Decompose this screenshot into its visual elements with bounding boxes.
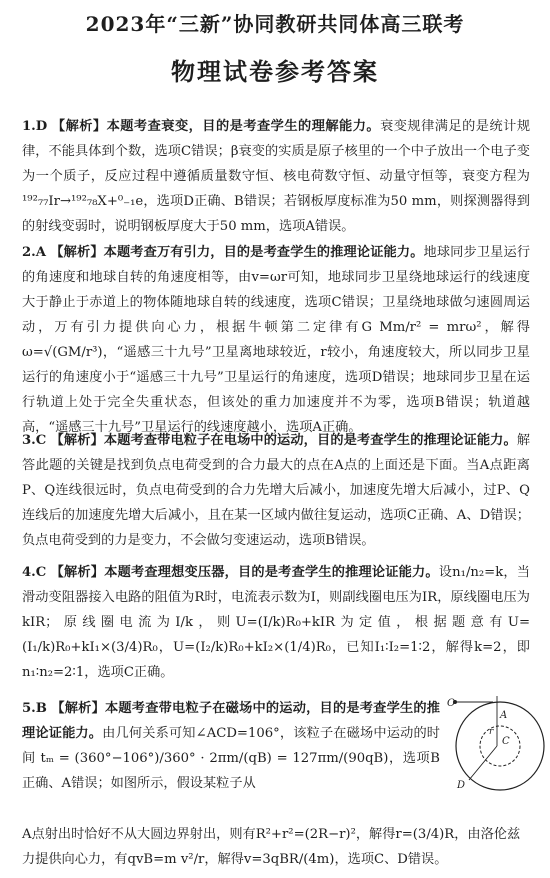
answer-4-tag: 【解析】本题考查理想变压器，目的是考查学生的推理论证能力。 — [50, 565, 439, 580]
label-a: A — [500, 710, 508, 721]
exam-title: 2023年“三新”协同教研共同体高三联考 — [85, 12, 465, 36]
answer-1-number: 1.D — [22, 119, 48, 134]
answer-3-tag: 【解析】本题考查带电粒子在电场中的运动，目的是考查学生的推理论证能力。 — [50, 433, 517, 448]
answer-4 — [22, 560, 530, 685]
answer-1 — [22, 114, 530, 239]
answer-5-tag: 【解析】本题考查带电粒子在磁场中的运动，目的是考查学生的推理论证能力。 — [22, 701, 440, 741]
label-r: r — [489, 727, 494, 737]
label-d: D — [457, 780, 466, 791]
answer-5-number: 5.B — [22, 701, 47, 716]
answer-5 — [22, 696, 440, 796]
label-o: O — [447, 698, 456, 709]
answer-3-number: 3.C — [22, 433, 47, 448]
answer-3-text: 解答此题的关键是找到负点电荷受到的合力最大的点在A点的上面还是下面。当A点距离P、Q连线很远时，负点电荷受到的合力先增大后减小，加速度先增大后减小，过P、Q连线后的加速度先增大后减小，且在某一区域内做往复运动，选项C正确、A、D错误；负点电荷受到的力是变力，不会做匀变速运动，选项B错误。 — [22, 433, 530, 548]
answer-1-text: 衰变规律满足的是统计规律，不能具体到个数，选项C错误；β衰变的实质是原子核里的一个中子放出一个电子变为一个质子，反应过程中遵循质量数守恒、核电荷数守恒、动量守恒等，衰变方程为¹⁹²₇₇Ir→¹⁹²₇₈X+⁰₋₁e，选项D正确、B错误；若钢板厚度标准为50 mm，则探测器得到的射线变弱时，说明钢板厚度大于50 mm，选项A错误。 — [22, 119, 531, 234]
answer-4-text: 设n₁/n₂=k，当滑动变阻器接入电路的阻值为R时，电流表示数为I，则副线圈电压为IR，原线圈电压为kIR；原线圈电流为I/k，则U=(I/k)R₀+kIR为定值，根据题意有U=(I₁/k)R₀+kI₁×(3/4)R₀，U=(I₂/k)R₀+kI₂×(1/4)R₀，已知I₁∶I₂=1∶2，解得k=2，即n₁∶n₂=2∶1，选项C正确。 — [22, 565, 530, 680]
answer-3 — [22, 428, 530, 553]
answer-5-continuation: A点射出时恰好不从大圆边界射出，则有R²+r²=(2R−r)²，解得r=(3/4)R，由洛伦兹力提供向心力，有qvB=m v²/r，解得v=3qBR/(4m)，选项C、D错误。 — [22, 827, 521, 867]
answer-4-number: 4.C — [22, 565, 47, 580]
chord-line — [469, 746, 497, 780]
document-title: 物理试卷参考答案 — [171, 57, 379, 86]
answer-2 — [22, 240, 530, 440]
answer-5-text: 由几何关系可知∠ACD=106°，该粒子在磁场中运动的时间 tₘ = (360°−106°)/360° · 2πm/(qB) = 127πm/(90qB)，选项B正确、A错误；如图所示，假设某粒子从 — [22, 726, 440, 791]
answer-2-text: 地球同步卫星运行的角速度和地球自转的角速度相等，由v=ωr可知，地球同步卫星绕地球运行的线速度大于静止于赤道上的物体随地球自转的线速度，选项C错误；卫星绕地球做匀速圆周运动，万有引力提供向心力，根据牛顿第二定律有G Mm/r² = mrω²，解得ω=√(GM/r³)，“遥感三十九号”卫星离地球较近，r较小，角速度较大，所以同步卫星运行的角速度小于“遥感三十九号”卫星运行的角速度，选项D错误；地球同步卫星在运行轨道上处于完全失重状态，但该处的重力加速度并不为零，选项B错误；轨道越高，“遥感三十九号”卫星运行的线速度越小，选项A正确。 — [22, 245, 531, 435]
label-c: C — [502, 736, 510, 747]
answer-1-tag: 【解析】本题考查衰变，目的是考查学生的理解能力。 — [51, 119, 381, 134]
answer-2-number: 2.A — [22, 245, 46, 260]
answer-2-tag: 【解析】本题考查万有引力，目的是考查学生的推理论证能力。 — [50, 245, 424, 260]
magnetic-field-figure — [445, 688, 545, 800]
